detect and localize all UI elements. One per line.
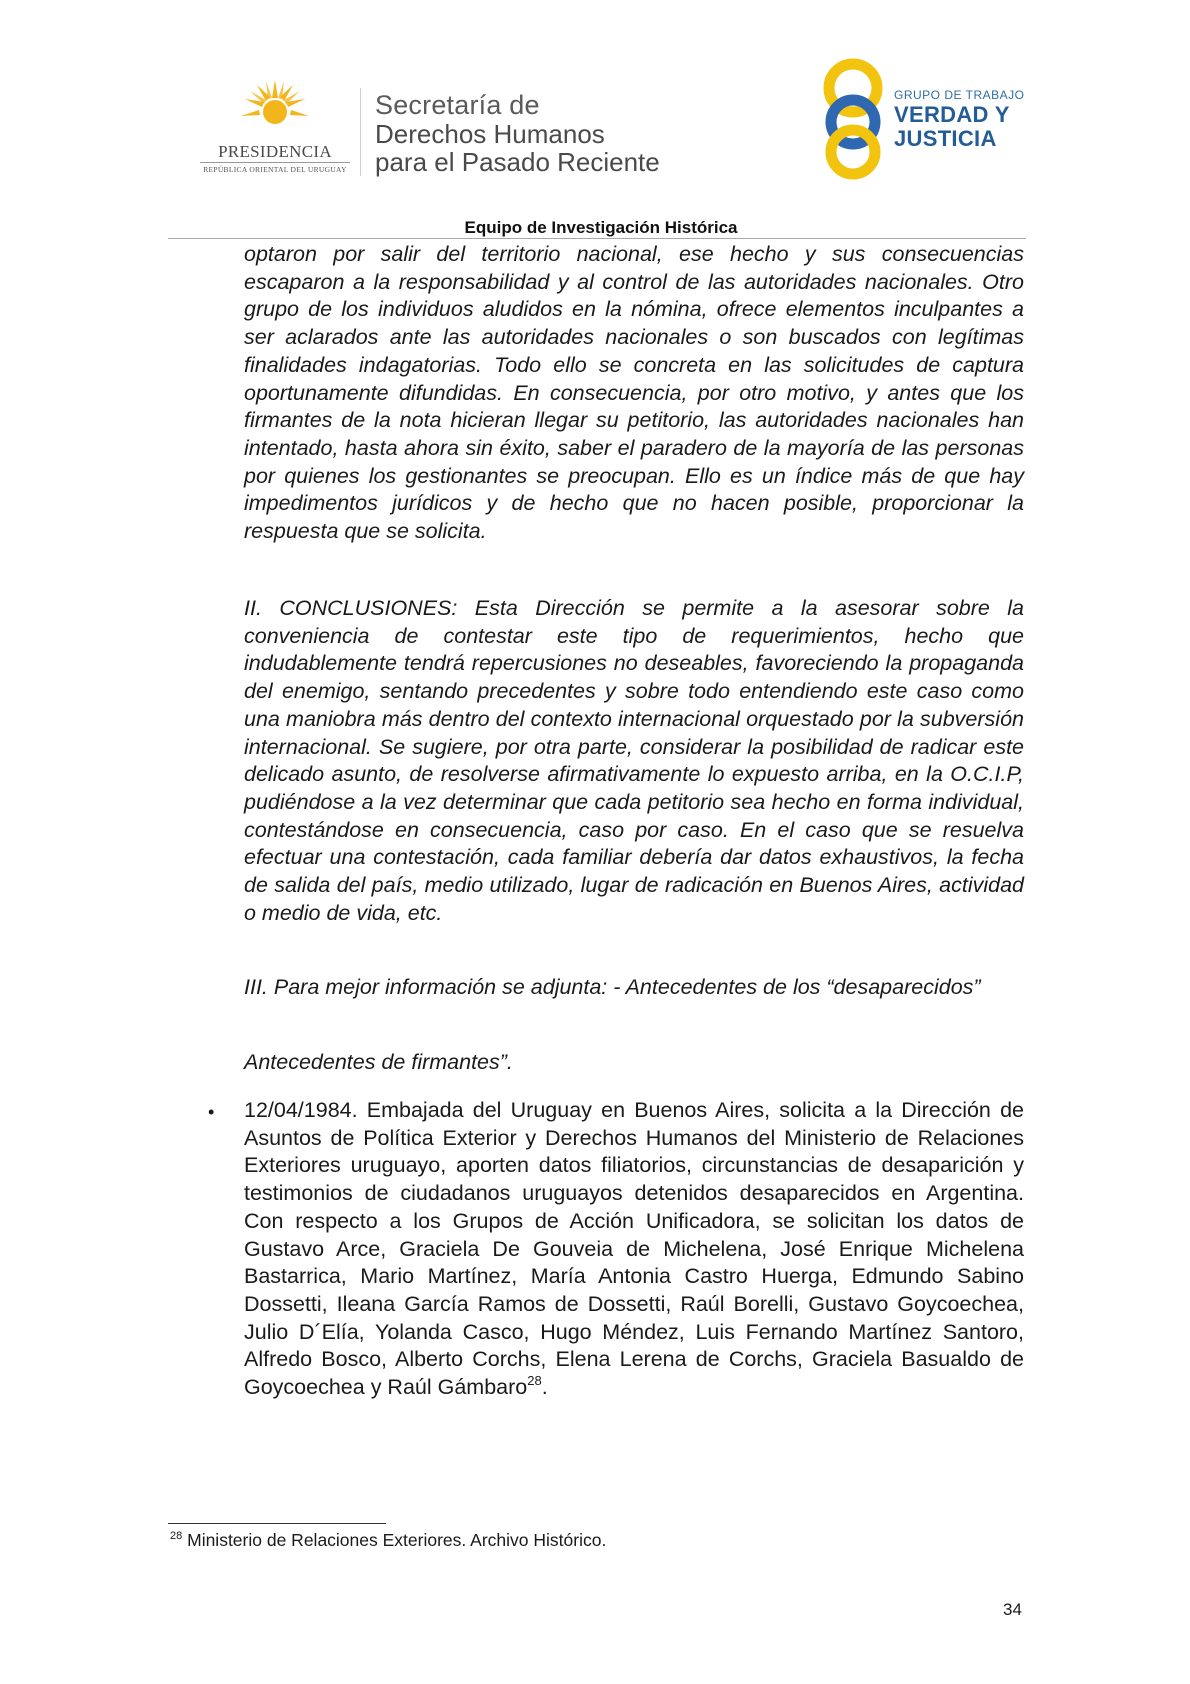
presidencia-label: PRESIDENCIA xyxy=(218,142,332,161)
presidencia-divider xyxy=(200,162,350,163)
footnote-rule xyxy=(168,1523,386,1524)
secretaria-line-3: para el Pasado Reciente xyxy=(375,147,660,177)
team-title-text: Equipo de Investigación Histórica xyxy=(464,218,738,237)
paragraph-conclusiones: II. CONCLUSIONES: Esta Dirección se permite a la asesorar sobre la conveniencia de contestar este tipo de requerimientos, hecho que indudablemente tendrá repercusiones no deseables, favoreciendo la propaganda del enemigo, sentando precedentes y sobre todo entendiendo este caso como una maniobra más dentro del contexto internacional orquestado por la subversión internacional. Se sugiere, por otra parte, considerar la posibilidad de radicar este delicado asunto, de resolverse afirmativamente lo expuesto arriba, en la O.C.I.P, pudiéndose a la vez determinar que cada petitorio sea hecho en forma individual, contestándose en consecuencia, caso por caso. En el caso que se resuelva efectuar una contestación, cada familiar debería dar datos exhaustivos, la fecha de salida del país, medio utilizado, lugar de radicación en Buenos Aires, actividad o medio de vida, etc. xyxy=(244,596,1024,925)
sun-emblem-icon xyxy=(240,78,310,142)
header-separator xyxy=(360,88,361,176)
footnote xyxy=(170,1530,606,1551)
secretaria-logo-text xyxy=(375,90,715,176)
page-number: 34 xyxy=(1003,1600,1022,1619)
team-title xyxy=(0,218,1190,238)
secretaria-line-2: Derechos Humanos xyxy=(375,119,605,149)
secretaria-line-1: Secretaría de xyxy=(375,90,540,120)
grupo-label: GRUPO DE TRABAJO xyxy=(894,88,1025,102)
paragraph-embajada-end: . xyxy=(541,1375,548,1400)
header-rule xyxy=(168,238,1026,239)
footnote-number: 28 xyxy=(170,1530,183,1542)
paragraph-adjunta: III. Para mejor información se adjunta: - Antecedentes de los “desaparecidos” xyxy=(244,975,981,999)
linked-rings-icon xyxy=(818,56,888,180)
paragraph-continuation: optaron por salir del territorio nacional, ese hecho y sus consecuencias escaparon a la responsabilidad y al control de las autoridades nacionales. Otro grupo de los individuos aludidos en la nómina, ofrece elementos inculpantes a ser aclarados ante las autoridades nacionales o son buscados con legítimas finalidades indagatorias. Todo ello se concreta en las solicitudes de captura oportunamente difundidas. En consecuencia, por otro motivo, y antes que los firmantes de la nota hicieran llegar su petitorio, las autoridades nacionales han intentado, hasta ahora sin éxito, saber el paradero de la mayoría de las personas por quienes los gestionantes se preocupan. Ello es un índice más de que hay impedimentos jurídicos y de hecho que no hacen posible, proporcionar la respuesta que se solicita. xyxy=(244,242,1024,544)
paragraph-embajada xyxy=(244,1097,1024,1402)
footnote-text: Ministerio de Relaciones Exteriores. Archivo Histórico. xyxy=(182,1530,607,1550)
footnote-ref[interactable]: 28 xyxy=(527,1373,542,1389)
presidencia-logo xyxy=(196,78,354,178)
presidencia-sublabel: REPÚBLICA ORIENTAL DEL URUGUAY xyxy=(203,165,347,174)
bullet-marker: • xyxy=(208,1102,215,1122)
justicia-label: JUSTICIA xyxy=(894,126,997,151)
verdad-label: VERDAD Y xyxy=(894,102,1010,127)
paragraph-firmantes: Antecedentes de firmantes”. xyxy=(244,1050,513,1074)
verdad-justicia-logo xyxy=(818,56,1038,180)
paragraph-embajada-text: 12/04/1984. Embajada del Uruguay en Buenos Aires, solicita a la Dirección de Asuntos de Política Exterior y Derechos Humanos del Ministerio de Relaciones Exteriores uruguayo, aporten datos filiatorios, circunstancias de desaparición y testimonios de ciudadanos uruguayos detenidos desaparecidos en Argentina. Con respecto a los Grupos de Acción Unificadora, se solicitan los datos de Gustavo Arce, Graciela De Gouveia de Michelena, José Enrique Michelena Bastarrica, Mario Martínez, María Antonia Castro Huerga, Edmundo Sabino Dossetti, Ileana García Ramos de Dossetti, Raúl Borelli, Gustavo Goycoechea, Julio D´Elía, Yolanda Casco, Hugo Méndez, Luis Fernando Martínez Santoro, Alfredo Bosco, Alberto Corchs, Elena Lerena de Corchs, Graciela Basualdo de Goycoechea y Raúl Gámbaro xyxy=(244,1098,1024,1400)
